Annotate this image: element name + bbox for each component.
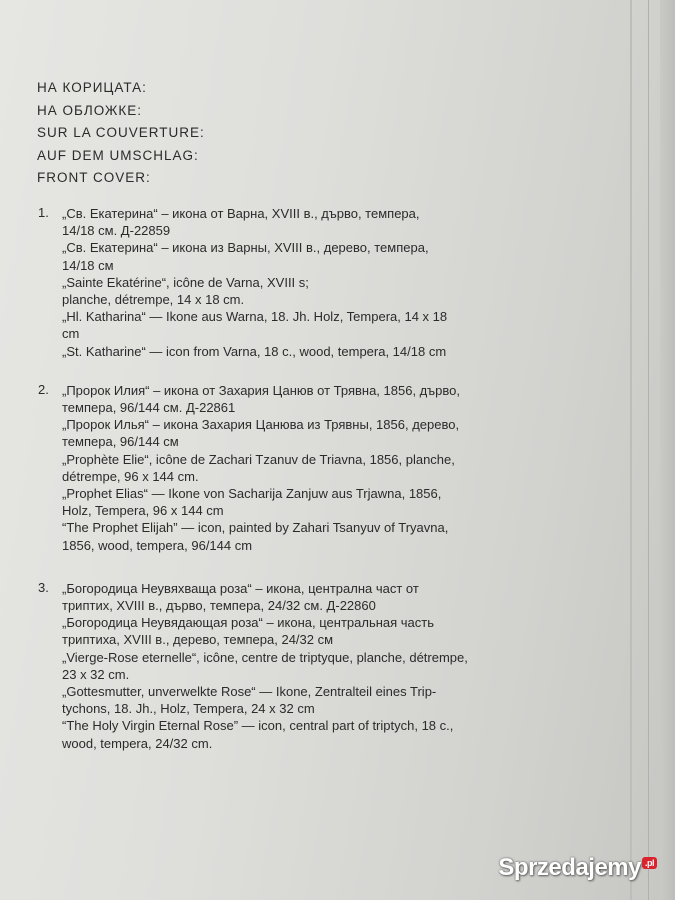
entry-line: „Prophète Elie“, icône de Zachari Tzanuv de Triavna, 1856, planche, — [62, 451, 455, 467]
heading-line-fr: SUR LA COUVERTURE: — [37, 125, 205, 140]
site-watermark — [498, 854, 657, 882]
heading-line-de: AUF DEM UMSCHLAG: — [37, 147, 199, 163]
entry-line: 14/18 см — [62, 257, 114, 273]
entry-2 — [38, 382, 613, 554]
entry-line: 23 x 32 cm. — [62, 666, 130, 682]
entry-line: „St. Katharine“ — icon from Varna, 18 c., wood, tempera, 14/18 cm — [62, 343, 447, 359]
entry-line: „Hl. Katharina“ — Ikone aus Warna, 18. Jh. Holz, Tempera, 14 x 18 — [62, 309, 448, 325]
entry-line: темпера, 96/144 см. Д-22861 — [62, 400, 236, 416]
entry-line: „Vierge-Rose eternelle“, icône, centre de triptyque, planche, détrempe, — [62, 649, 468, 665]
entry-line: темпера, 96/144 см — [62, 434, 179, 450]
entry-line: “The Holy Virgin Eternal Rose” — icon, central part of triptych, 18 c., — [62, 718, 454, 734]
entry-line: триптиха, XVIII в., дерево, темпера, 24/32 см — [62, 632, 334, 648]
entry-line: planche, détrempe, 14 x 18 cm. — [62, 292, 245, 308]
entry-line: “The Prophet Elijah” — icon, painted by Zahari Tsanyuv of Tryavna, — [62, 520, 449, 536]
page-edge — [648, 0, 649, 900]
page-edge — [630, 0, 632, 900]
entry-number: 2. — [38, 381, 49, 397]
entry-line: tychons, 18. Jh., Holz, Tempera, 24 x 32 cm — [62, 701, 315, 717]
entry-line: „Sainte Ekatérine“, icône de Varna, XVIII s; — [62, 274, 309, 290]
watermark-text: Sprzedajemy — [498, 854, 641, 881]
entry-line: „Св. Екатерина“ – икона из Варны, XVIII в., дерево, темпера, — [62, 240, 429, 256]
entry-list — [38, 205, 613, 752]
entry-line: „Св. Екатерина“ – икона от Варна, XVIII в., дърво, темпера, — [62, 206, 420, 221]
cover-heading — [37, 77, 205, 190]
heading-line-bg: НА КОРИЦАТА: — [37, 80, 147, 95]
entry-line: „Пророк Илья“ – икона Захария Цанюва из Трявны, 1856, дерево, — [62, 417, 460, 433]
entry-line: „Богородица Неувядающая роза“ – икона, центральная часть — [62, 615, 435, 631]
entry-line: „Prophet Elias“ — Ikone von Sacharija Zanjuw aus Trjawna, 1856, — [62, 486, 442, 502]
entry-line: wood, tempera, 24/32 cm. — [62, 735, 213, 751]
entry-3 — [38, 580, 613, 752]
entry-line: „Пророк Илия“ – икона от Захария Цанюв от Трявна, 1856, дърво, — [62, 382, 460, 398]
entry-line: 1856, wood, tempera, 96/144 cm — [62, 537, 253, 553]
entry-line: „Gottesmutter, unverwelkte Rose“ — Ikone, Zentralteil eines Trip- — [62, 684, 437, 700]
heading-line-en: FRONT COVER: — [37, 170, 151, 185]
watermark-suffix-badge: .pl — [642, 857, 657, 869]
entry-line: détrempe, 96 x 144 cm. — [62, 468, 199, 484]
entry-number: 3. — [38, 579, 49, 595]
heading-line-ru: НА ОБЛОЖКЕ: — [37, 102, 143, 118]
entry-line: „Богородица Неувяхваща роза“ – икона, централна част от — [62, 580, 419, 596]
entry-1 — [38, 205, 613, 360]
entry-number: 1. — [38, 205, 49, 220]
entry-line: 14/18 см. Д-22859 — [62, 223, 171, 239]
page-edge — [660, 0, 675, 900]
entry-line: триптих, XVIII в., дърво, темпера, 24/32 см. Д-22860 — [62, 598, 376, 614]
entry-line: Holz, Tempera, 96 x 144 cm — [62, 503, 224, 519]
entry-line: cm — [62, 326, 80, 342]
